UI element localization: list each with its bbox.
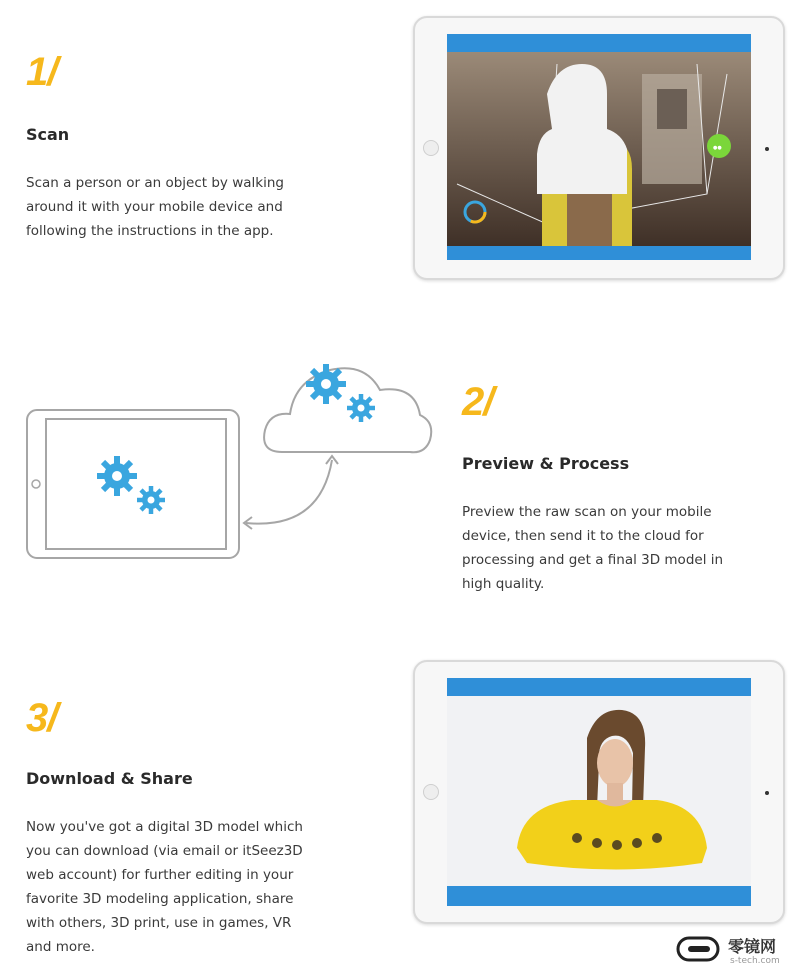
gear-icon bbox=[306, 364, 346, 404]
gear-icon bbox=[97, 456, 137, 496]
scan-screen bbox=[447, 34, 751, 260]
step-1-desc-line: around it with your mobile device and bbox=[26, 199, 283, 215]
step-3-desc-line: you can download (via email or itSeez3D bbox=[26, 843, 303, 859]
camera-dot bbox=[765, 791, 769, 795]
watermark-name: 零镜网 bbox=[728, 937, 777, 956]
model-scene bbox=[447, 678, 751, 906]
step-1-desc-line: following the instructions in the app. bbox=[26, 223, 274, 239]
step-2-desc-line: device, then send it to the cloud for bbox=[462, 528, 704, 544]
step-3-desc-line: web account) for further editing in your bbox=[26, 867, 294, 883]
watermark-url: s-tech.com bbox=[730, 956, 780, 966]
step-3-description bbox=[26, 815, 366, 959]
home-button bbox=[423, 140, 439, 156]
step-3-desc-line: Now you've got a digital 3D model which bbox=[26, 819, 303, 835]
step-2-title: Preview & Process bbox=[462, 454, 630, 473]
tablet-scan-screenshot bbox=[413, 16, 785, 280]
step-1-desc-line: Scan a person or an object by walking bbox=[26, 175, 284, 191]
home-button bbox=[423, 784, 439, 800]
step-1-description bbox=[26, 171, 356, 243]
gear-icon bbox=[137, 486, 165, 514]
step-2-desc-line: high quality. bbox=[462, 576, 545, 592]
step-2-desc-line: Preview the raw scan on your mobile bbox=[462, 504, 712, 520]
scan-scene bbox=[447, 34, 751, 260]
step-3-desc-line: favorite 3D modeling application, share bbox=[26, 891, 294, 907]
svg-text:●●: ●● bbox=[713, 145, 722, 151]
tablet-icon bbox=[27, 410, 239, 558]
step-1-number: 1/ bbox=[26, 50, 58, 94]
app-bottom-bar bbox=[447, 246, 751, 260]
model-screen bbox=[447, 678, 751, 906]
sync-arrow-icon bbox=[244, 456, 338, 529]
step-3-desc-line: and more. bbox=[26, 939, 95, 955]
step-3-title: Download & Share bbox=[26, 769, 193, 788]
preview-process-illustration bbox=[20, 340, 440, 570]
step-3-desc-line: with others, 3D print, use in games, VR bbox=[26, 915, 292, 931]
step-2-description bbox=[462, 500, 792, 596]
camera-dot bbox=[765, 147, 769, 151]
step-2-desc-line: processing and get a final 3D model in bbox=[462, 552, 724, 568]
step-1-title: Scan bbox=[26, 125, 70, 144]
watermark-logo-icon bbox=[676, 934, 722, 964]
tablet-model-screenshot bbox=[413, 660, 785, 924]
step-2-number: 2/ bbox=[462, 380, 494, 424]
gear-icon bbox=[347, 394, 375, 422]
step-3-number: 3/ bbox=[26, 696, 58, 740]
app-bottom-bar bbox=[447, 886, 751, 906]
